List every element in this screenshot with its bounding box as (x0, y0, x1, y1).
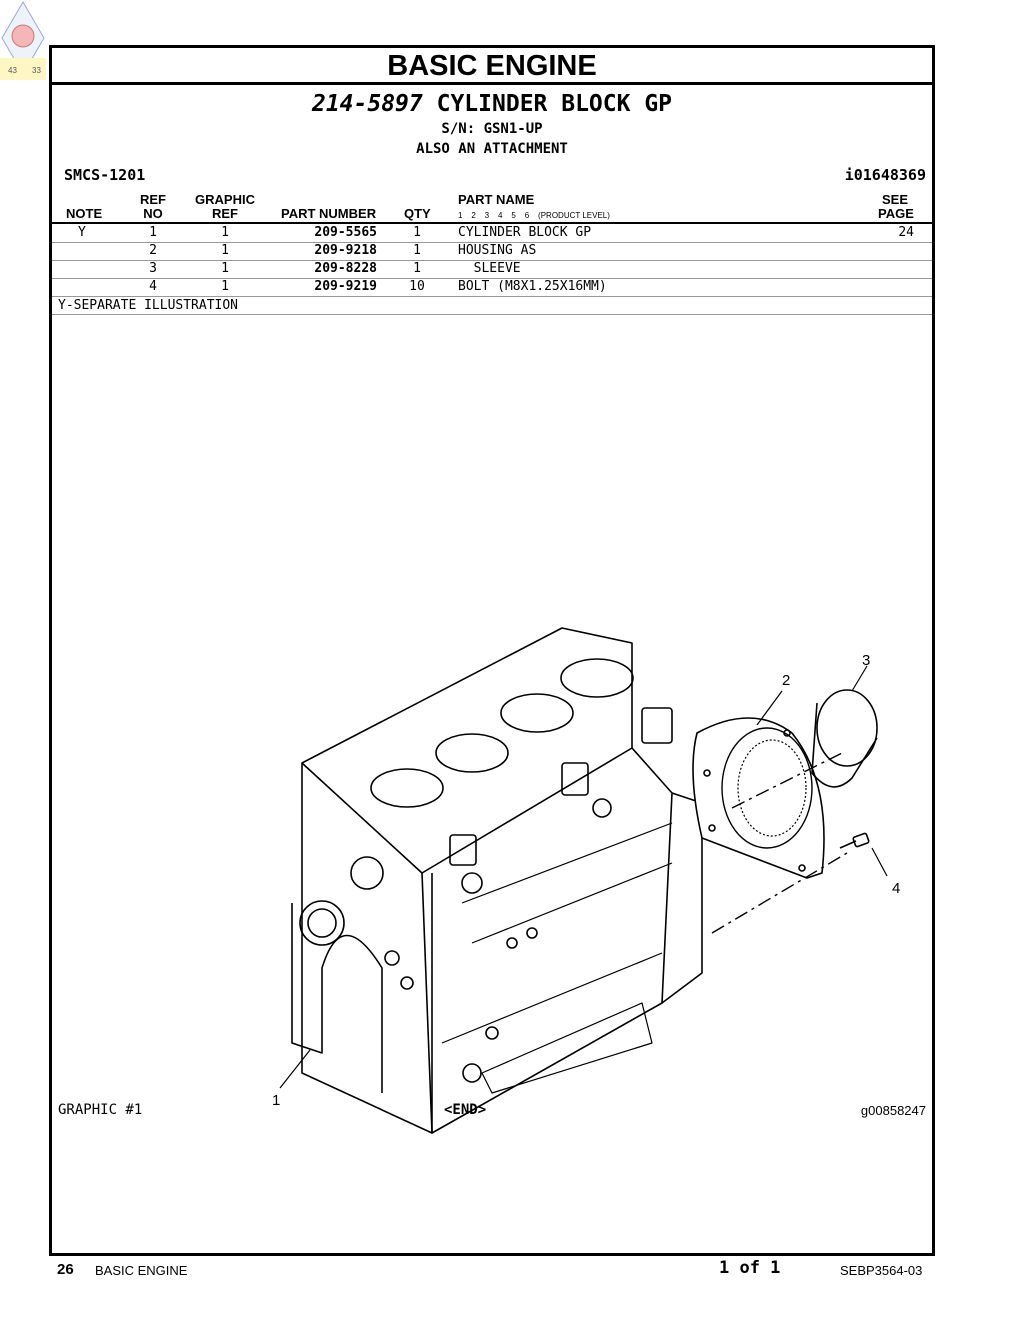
row-part-number: 209-9219 (314, 279, 377, 294)
header-ref-top: REF (140, 192, 166, 207)
row-part-name: BOLT (M8X1.25X16MM) (458, 279, 607, 294)
section-title: BASIC ENGINE (52, 48, 932, 85)
parts-table-header (52, 191, 932, 224)
row-part-name: HOUSING AS (458, 243, 537, 258)
corner-stamp-logo (0, 0, 46, 80)
row-graphic-ref: 1 (221, 261, 229, 276)
row-part-name: CYLINDER BLOCK GP (458, 225, 592, 240)
separate-illustration-note: Y-SEPARATE ILLUSTRATION (58, 298, 239, 313)
table-row (52, 278, 932, 297)
header-graphic-bottom: REF (212, 206, 238, 221)
callout-4: 4 (892, 880, 901, 897)
serial-number: S/N: GSN1-UP (441, 121, 543, 137)
header-note: NOTE (66, 206, 103, 221)
header-see-bottom: PAGE (878, 206, 914, 221)
footer-page-count: 1 of 1 (719, 1258, 781, 1278)
row-part-number: 209-9218 (314, 243, 377, 258)
header-part-number: PART NUMBER (281, 206, 377, 221)
attachment-note: ALSO AN ATTACHMENT (416, 141, 568, 157)
footer-document-number: SEBP3564-03 (840, 1263, 923, 1278)
row-part-number: 209-8228 (314, 261, 377, 276)
row-ref: 1 (149, 225, 157, 240)
row-ref: 4 (149, 279, 157, 294)
end-label: <END> (444, 1102, 487, 1118)
callout-2: 2 (782, 672, 791, 689)
graphic-id: g00858247 (860, 1103, 926, 1118)
table-row (52, 242, 932, 261)
group-number: 214-5897 (311, 91, 423, 117)
table-divider (52, 314, 932, 315)
bolt-drawing (840, 833, 869, 848)
seal-housing-drawing (693, 718, 824, 878)
smcs-code: SMCS-1201 (64, 166, 146, 184)
row-qty: 1 (413, 261, 421, 276)
svg-text:43: 43 (8, 66, 17, 75)
cylinder-block-drawing (292, 628, 702, 1133)
row-part-name: SLEEVE (458, 261, 521, 276)
page-frame (49, 45, 935, 1256)
row-qty: 10 (409, 279, 425, 294)
row-graphic-ref: 1 (221, 243, 229, 258)
row-qty: 1 (413, 243, 421, 258)
footer-page-number: 26 (57, 1261, 74, 1278)
header-graphic-top: GRAPHIC (195, 192, 255, 207)
exploded-view-drawing (232, 573, 901, 1109)
header-product-level: 1 2 3 4 5 6 (PRODUCT LEVEL) (458, 211, 610, 220)
table-row (52, 224, 932, 243)
row-qty: 1 (413, 225, 421, 240)
row-graphic-ref: 1 (221, 279, 229, 294)
callout-1: 1 (272, 1092, 281, 1109)
row-part-number: 209-5565 (314, 225, 377, 240)
table-row (52, 260, 932, 279)
row-graphic-ref: 1 (221, 225, 229, 240)
header-qty: QTY (404, 206, 431, 221)
row-ref: 3 (149, 261, 157, 276)
row-see-page: 24 (898, 225, 914, 240)
callout-3: 3 (862, 652, 871, 669)
graphic-label: GRAPHIC #1 (58, 1102, 143, 1118)
row-ref: 2 (149, 243, 157, 258)
svg-text:33: 33 (32, 66, 41, 75)
row-note: Y (78, 225, 86, 240)
group-title (52, 91, 932, 117)
footer-section: BASIC ENGINE (95, 1263, 188, 1278)
header-ref-bottom: NO (143, 206, 163, 221)
header-part-name: PART NAME (458, 192, 535, 207)
header-see-top: SEE (881, 192, 908, 207)
illustration-id: i01648369 (844, 166, 926, 184)
group-name: CYLINDER BLOCK GP (436, 91, 673, 117)
sleeve-drawing (812, 690, 877, 787)
